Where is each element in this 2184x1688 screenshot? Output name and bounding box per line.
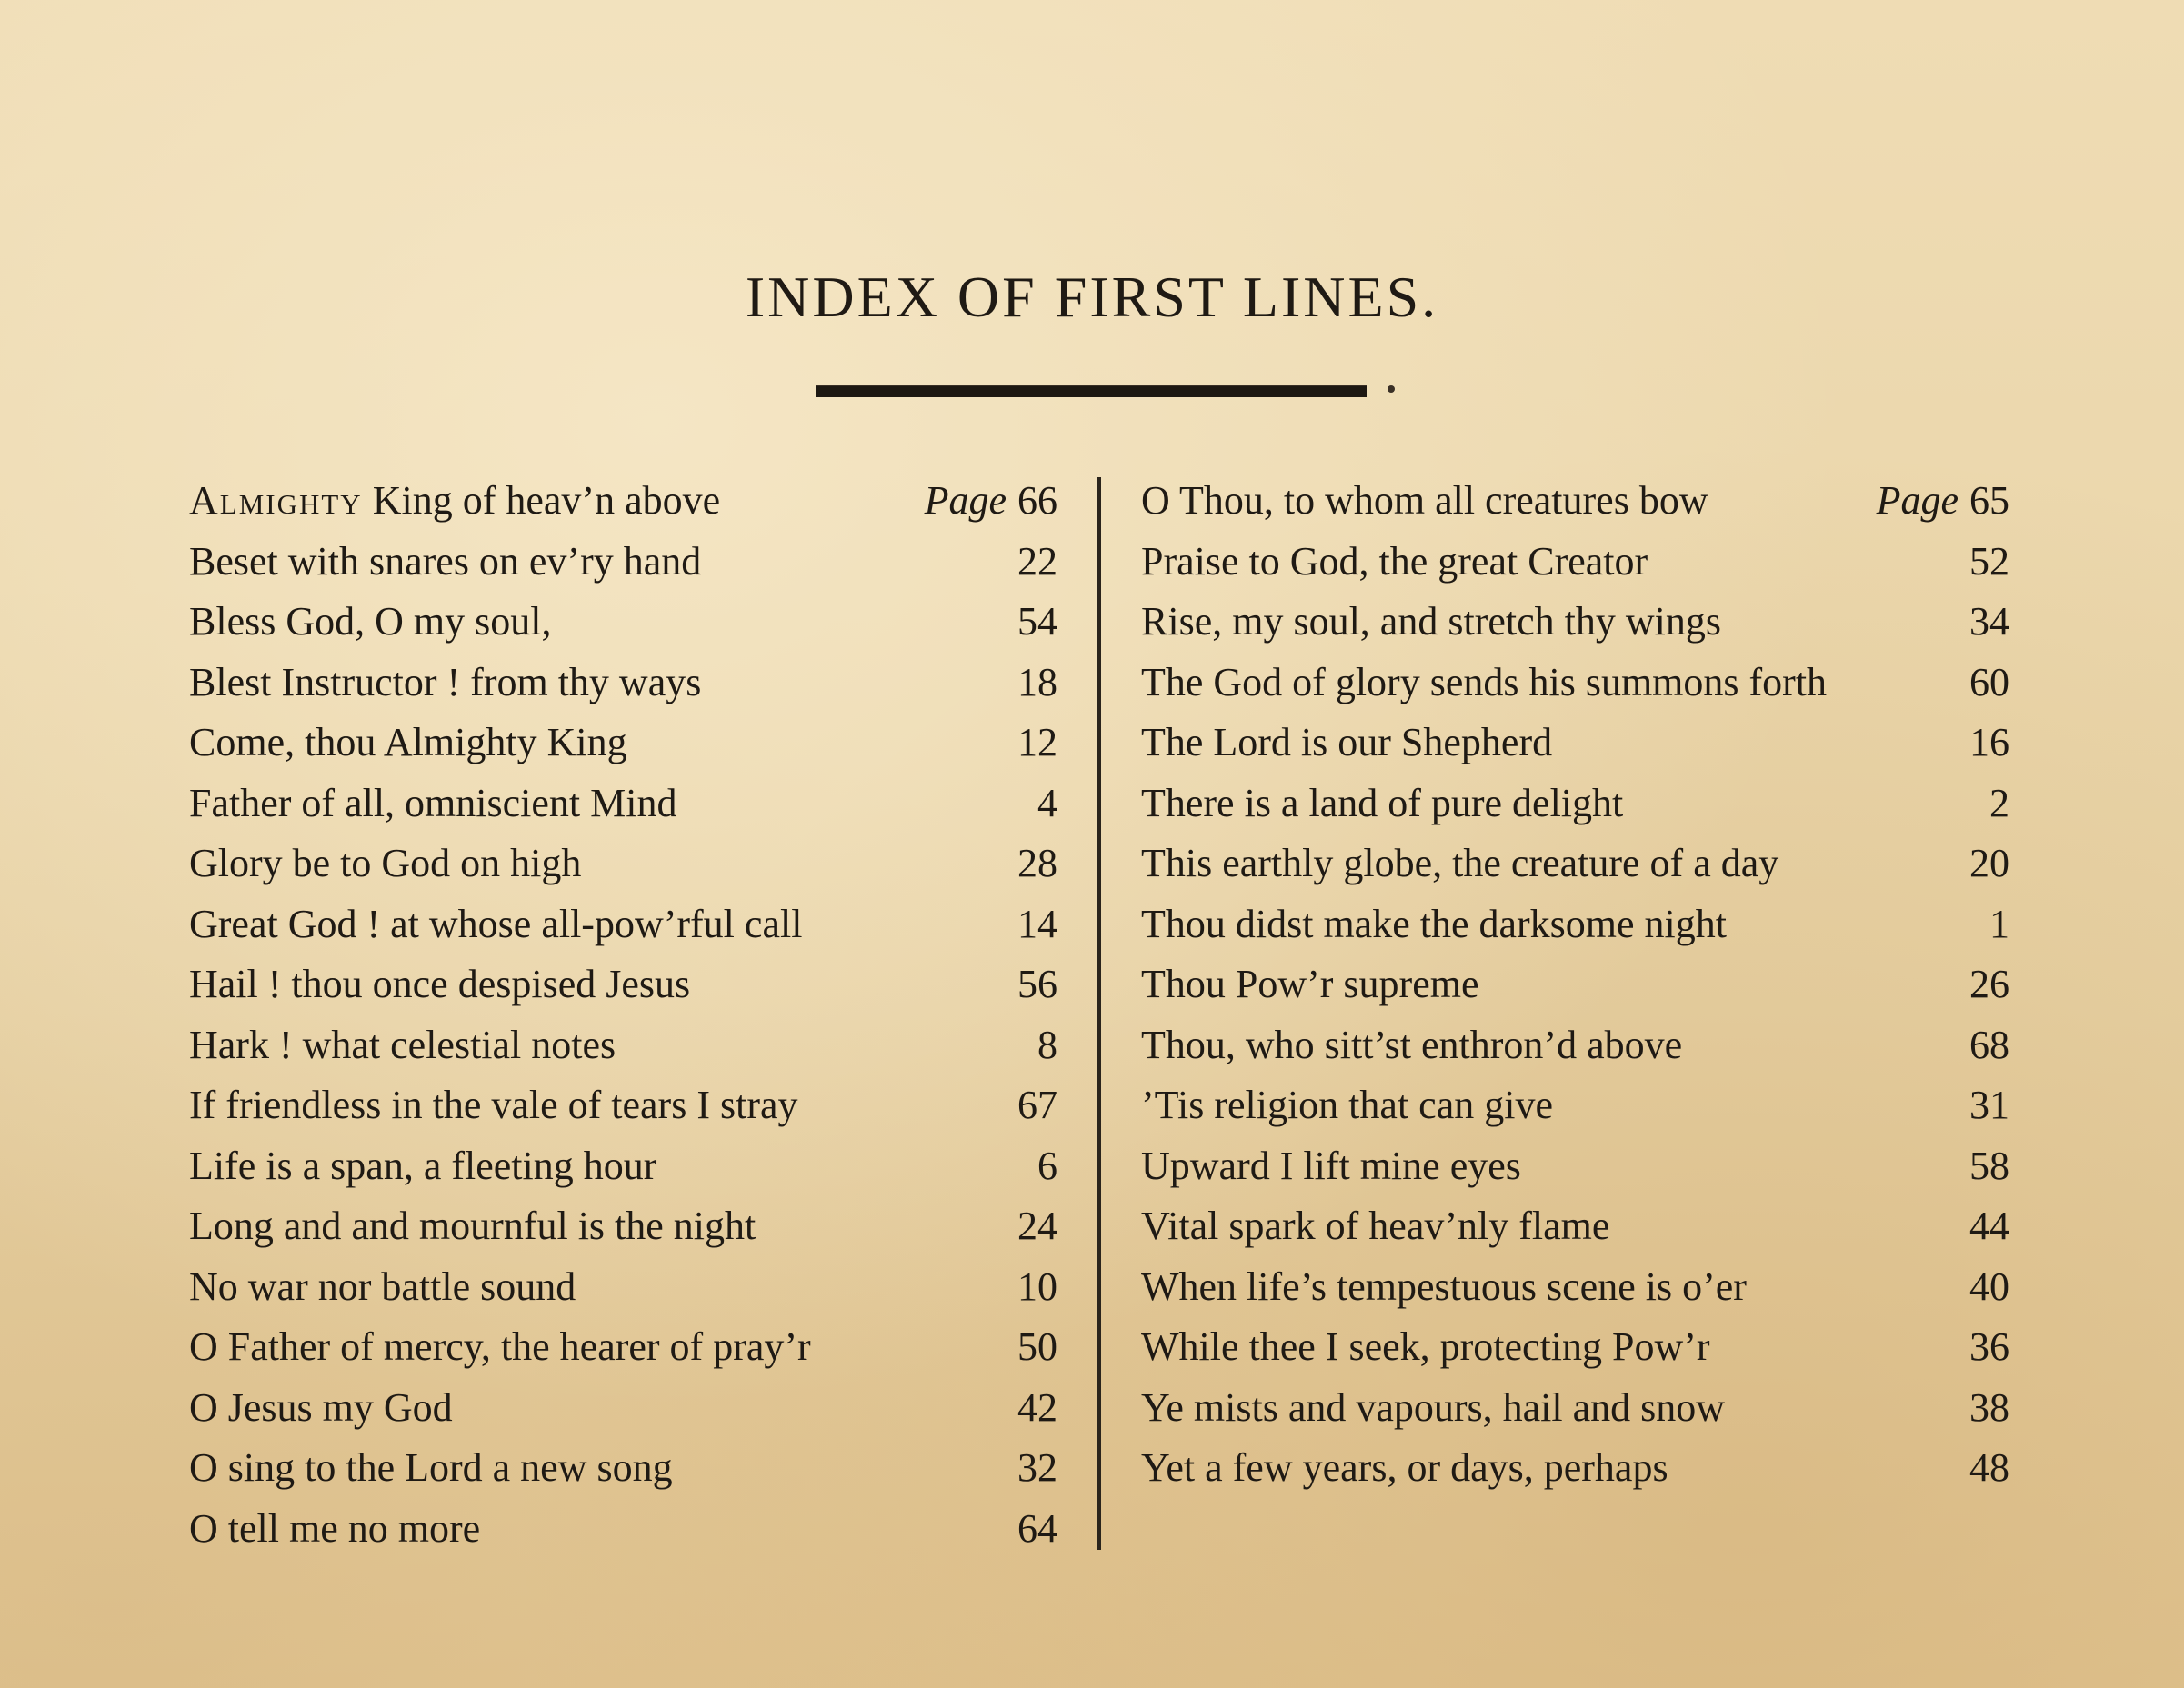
index-entry — [189, 1136, 1057, 1197]
entry-first-line: Ye mists and vapours, hail and snow — [1141, 1384, 1726, 1430]
entry-first-line: Bless God, O my soul, — [189, 599, 552, 644]
index-entry — [189, 774, 1057, 834]
entry-page-number: 34 — [1969, 599, 2009, 644]
entry-page-number: 18 — [1017, 659, 1057, 704]
index-entry — [189, 713, 1057, 774]
page-title: INDEX OF FIRST LINES. — [745, 265, 1439, 329]
entry-page-number: 48 — [1969, 1445, 2009, 1490]
index-entry — [189, 954, 1057, 1015]
entry-first-line: Come, thou Almighty King — [189, 720, 627, 764]
entry-page-number — [1877, 471, 2009, 531]
entry-page-number: 52 — [1969, 538, 2009, 584]
entry-first-line — [189, 471, 720, 531]
index-column-right — [1141, 471, 2009, 1499]
entry-page-number: 4 — [1037, 780, 1057, 825]
column-divider — [1097, 477, 1101, 1550]
entry-first-line: Hark ! what celestial notes — [189, 1022, 616, 1067]
entry-first-line: Hail ! thou once despised Jesus — [189, 962, 691, 1006]
entry-page-number: 16 — [1969, 720, 2009, 764]
index-entry — [189, 532, 1057, 593]
index-entry — [189, 1317, 1057, 1378]
entry-first-line: Thou, who sitt’st enthron’d above — [1141, 1022, 1683, 1067]
index-entry — [1141, 592, 2009, 653]
index-entry — [189, 1257, 1057, 1318]
entry-first-line: When life’s tempestuous scene is o’er — [1141, 1264, 1747, 1309]
entry-page-number: 36 — [1969, 1324, 2009, 1369]
entry-first-line: Glory be to God on high — [189, 841, 582, 885]
index-entry — [1141, 1438, 2009, 1499]
entry-page-number — [925, 471, 1057, 531]
page-label: Page — [1876, 478, 1959, 523]
entry-first-line: O sing to the Lord a new song — [189, 1445, 673, 1490]
entry-first-line: Yet a few years, or days, perhaps — [1141, 1445, 1668, 1490]
index-entry — [189, 1499, 1057, 1560]
rule-ornament — [1388, 385, 1395, 393]
entry-page-number: 1 — [1989, 901, 2009, 946]
index-entry — [1141, 1196, 2009, 1257]
entry-page-number: 2 — [1989, 780, 2009, 825]
index-entry — [1141, 954, 2009, 1015]
index-entry — [189, 1015, 1057, 1076]
entry-first-line: Long and and mournful is the night — [189, 1204, 756, 1248]
index-column-left — [189, 471, 1057, 1559]
index-entry — [1141, 713, 2009, 774]
entry-first-line: Praise to God, the great Creator — [1141, 538, 1648, 584]
entry-first-line: Rise, my soul, and stretch thy wings — [1141, 599, 1721, 644]
index-entry — [1141, 1136, 2009, 1197]
entry-first-line: Upward I lift mine eyes — [1141, 1143, 1521, 1188]
entry-first-line: O Father of mercy, the hearer of pray’r — [189, 1324, 811, 1369]
entry-page-number: 31 — [1969, 1083, 2009, 1127]
index-entry — [1141, 1257, 2009, 1318]
entry-page-number: 6 — [1037, 1143, 1057, 1188]
entry-first-line: If friendless in the vale of tears I stray — [189, 1083, 798, 1127]
index-entry — [189, 1378, 1057, 1439]
page-number: 66 — [1017, 478, 1057, 523]
index-entry — [1141, 1075, 2009, 1136]
entry-page-number: 20 — [1969, 841, 2009, 885]
entry-first-line: Great God ! at whose all-pow’rful call — [189, 901, 803, 946]
entry-first-line: O Jesus my God — [189, 1384, 453, 1430]
entry-first-line: Thou didst make the darksome night — [1141, 901, 1727, 946]
index-entry — [189, 1075, 1057, 1136]
entry-first-line: The God of glory sends his summons forth — [1141, 659, 1828, 704]
entry-first-line: Thou Pow’r supreme — [1141, 962, 1479, 1006]
index-entry — [189, 894, 1057, 955]
entry-first-line: O tell me no more — [189, 1505, 481, 1551]
entry-first-line: O Thou, to whom all creatures bow — [1141, 478, 1708, 523]
index-entry — [1141, 1015, 2009, 1076]
entry-first-line: Beset with snares on ev’ry hand — [189, 538, 702, 584]
entry-page-number: 56 — [1017, 962, 1057, 1006]
entry-first-word: Almighty — [189, 478, 363, 523]
entry-page-number: 44 — [1969, 1204, 2009, 1248]
entry-page-number: 12 — [1017, 720, 1057, 764]
index-entry — [1141, 1317, 2009, 1378]
entry-page-number: 67 — [1017, 1083, 1057, 1127]
index-entry — [1141, 774, 2009, 834]
entry-first-line: Life is a span, a fleeting hour — [189, 1143, 657, 1188]
entry-page-number: 40 — [1969, 1264, 2009, 1309]
index-entry — [189, 1438, 1057, 1499]
page-label: Page — [924, 478, 1007, 523]
entry-page-number: 22 — [1017, 538, 1057, 584]
entry-page-number: 54 — [1017, 599, 1057, 644]
entry-page-number: 60 — [1969, 659, 2009, 704]
entry-first-line: Vital spark of heav’nly flame — [1141, 1204, 1610, 1248]
entry-line-rest: King of heav’n above — [362, 478, 721, 523]
index-entry — [1141, 532, 2009, 593]
entry-first-line: ’Tis religion that can give — [1141, 1083, 1553, 1127]
index-entry — [189, 1196, 1057, 1257]
entry-first-line: Father of all, omniscient Mind — [189, 780, 677, 825]
entry-first-line: This earthly globe, the creature of a day — [1141, 841, 1779, 885]
entry-first-line: Blest Instructor ! from thy ways — [189, 659, 702, 704]
entry-first-line: There is a land of pure delight — [1141, 780, 1624, 825]
index-entry — [189, 653, 1057, 714]
entry-page-number: 42 — [1017, 1384, 1057, 1430]
entry-page-number: 64 — [1017, 1505, 1057, 1551]
entry-page-number: 28 — [1017, 841, 1057, 885]
entry-first-line: While thee I seek, protecting Pow’r — [1141, 1324, 1710, 1369]
index-entry — [1141, 653, 2009, 714]
index-entry — [1141, 1378, 2009, 1439]
entry-page-number: 24 — [1017, 1204, 1057, 1248]
entry-page-number: 68 — [1969, 1022, 2009, 1067]
index-entry — [1141, 834, 2009, 894]
entry-page-number: 58 — [1969, 1143, 2009, 1188]
entry-page-number: 26 — [1969, 962, 2009, 1006]
entry-page-number: 32 — [1017, 1445, 1057, 1490]
entry-page-number: 38 — [1969, 1384, 2009, 1430]
index-entry — [1141, 471, 2009, 532]
entry-page-number: 50 — [1017, 1324, 1057, 1369]
entry-page-number: 14 — [1017, 901, 1057, 946]
entry-page-number: 10 — [1017, 1264, 1057, 1309]
entry-page-number: 8 — [1037, 1022, 1057, 1067]
index-entry — [189, 834, 1057, 894]
entry-first-line: No war nor battle sound — [189, 1264, 576, 1309]
title-rule — [816, 385, 1367, 397]
page-number: 65 — [1969, 478, 2009, 523]
entry-first-line: The Lord is our Shepherd — [1141, 720, 1553, 764]
index-entry — [189, 592, 1057, 653]
index-entry — [1141, 894, 2009, 955]
index-entry — [189, 471, 1057, 532]
